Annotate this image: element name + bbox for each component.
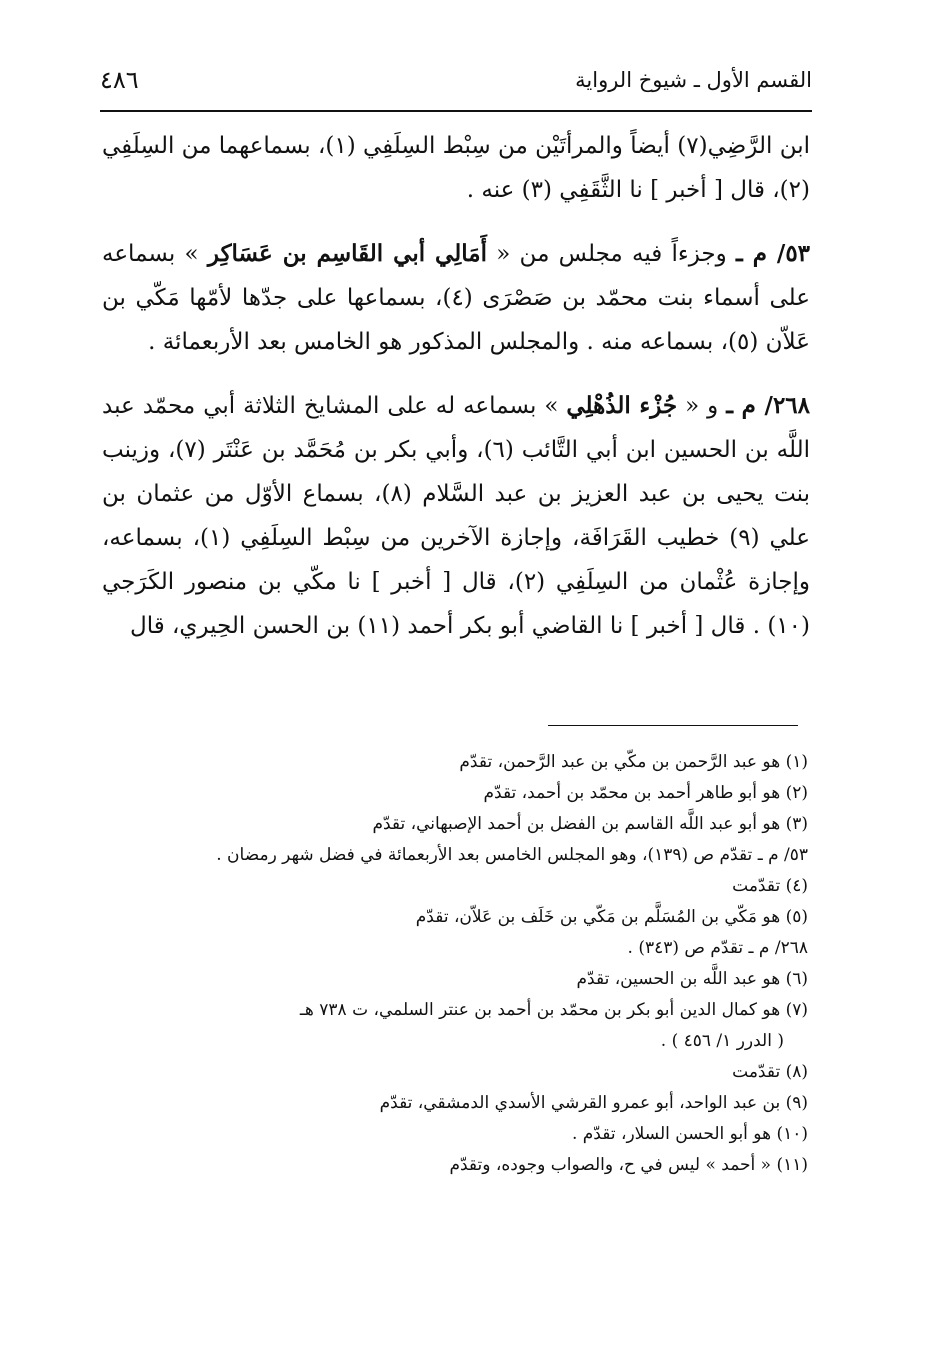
entry-number: ٢٦٨/ م ـ bbox=[726, 392, 811, 419]
text-run: » بسماعه على أسماء بنت محمّد بن صَصْرَى (٤)، بسماعها على جدّها لأمّها مَكّي بن عَلاّن (٥)، بسماعه منه . والمجلس المذكور هو الخامس بعد الأربعمائة . bbox=[102, 241, 810, 355]
footnotes bbox=[102, 747, 808, 1181]
footnote: ٢٦٨/ م ـ تقدّم ص (٣٤٣) . bbox=[627, 938, 808, 958]
footnote: (٥) هو مَكّي بن المُسَلَّم بن مَكّي بن خَلَف بن عَلاّن، تقدّم bbox=[415, 907, 808, 927]
page-number: ٤٨٦ bbox=[100, 66, 139, 94]
page-header bbox=[100, 66, 812, 106]
entry-268 bbox=[102, 384, 810, 648]
header-rule bbox=[100, 110, 812, 112]
footnote: (١٠) هو أبو الحسن السلار، تقدّم . bbox=[571, 1124, 808, 1144]
footnote: (١) هو عبد الرَّحمن بن مكّي بن عبد الرَّحمن، تقدّم bbox=[459, 752, 808, 772]
footnote: (٤) تقدّمت bbox=[732, 876, 808, 896]
entry-53 bbox=[102, 232, 810, 364]
text-run: » بسماعه له على المشايخ الثلاثة أبي محمّد عبد اللَّه بن الحسين ابن أبي التَّائب (٦)، وأبي بكر بن مُحَمَّد بن عَنْتَر (٧)، وزينب بنت يحيى بن عبد العزيز بن عبد السَّلام (٨)، بسماع الأوّل من عثمان بن علي (٩) خطيب القَرَافَة، وإجازة الآخرين من سِبْط السِلَفِي (١)، بسماعه، وإجازة عُثْمان من السِلَفِي (٢)، قال [ أخبر ] نا مكّي بن منصور الكَرَجي (١٠) . قال [ أخبر ] نا القاضي أبو بكر أحمد (١١) بن الحسن الحِيري، قال bbox=[102, 393, 810, 639]
entry-number: ٥٣/ م ـ bbox=[736, 240, 811, 267]
footnote: (٧) هو كمال الدين أبو بكر بن محمّد بن أحمد بن عنتر السلمي، ت ٧٣٨ هـ bbox=[299, 1000, 808, 1020]
footnote-continuation: ( الدرر ١/ ٤٥٦ ) . bbox=[660, 1031, 784, 1051]
work-title: أَمَالِي أبي القَاسِم بن عَسَاكِر bbox=[207, 240, 487, 267]
footnote: ٥٣/ م ـ تقدّم ص (١٣٩)، وهو المجلس الخامس بعد الأربعمائة في فضل شهر رمضان . bbox=[216, 845, 808, 865]
text-run: وجزءاً فيه مجلس من « bbox=[496, 241, 727, 267]
text-run: و « bbox=[685, 393, 719, 419]
footnote: (٩) بن عبد الواحد، أبو عمرو القرشي الأسدي الدمشقي، تقدّم bbox=[379, 1093, 808, 1113]
text-run: ابن الرَّضِي bbox=[707, 133, 810, 159]
text-run: (٧) أيضاً والمرأتَيْن من سِبْط السِلَفِي (١)، بسماعهما من السِلَفِي (٢)، قال [ أخبر ] نا الثَّقَفِي (٣) عنه . bbox=[102, 133, 810, 203]
running-title: القسم الأول ـ شيوخ الرواية bbox=[575, 68, 812, 92]
footnote: (٨) تقدّمت bbox=[732, 1062, 808, 1082]
footnote: (١١) « أحمد » ليس في ح، والصواب وجوده، وتقدّم bbox=[449, 1155, 808, 1175]
footnote: (٢) هو أبو طاهر أحمد بن محمّد بن أحمد، تقدّم bbox=[483, 783, 808, 803]
work-title: جُزْء الذُهْلِي bbox=[566, 392, 678, 419]
footnote: (٦) هو عبد اللَّه بن الحسين، تقدّم bbox=[576, 969, 808, 989]
main-text bbox=[102, 124, 810, 668]
footnote-rule bbox=[548, 725, 798, 726]
paragraph-continuation bbox=[102, 124, 810, 212]
footnote: (٣) هو أبو عبد اللَّه القاسم بن الفضل بن أحمد الإصبهاني، تقدّم bbox=[372, 814, 808, 834]
